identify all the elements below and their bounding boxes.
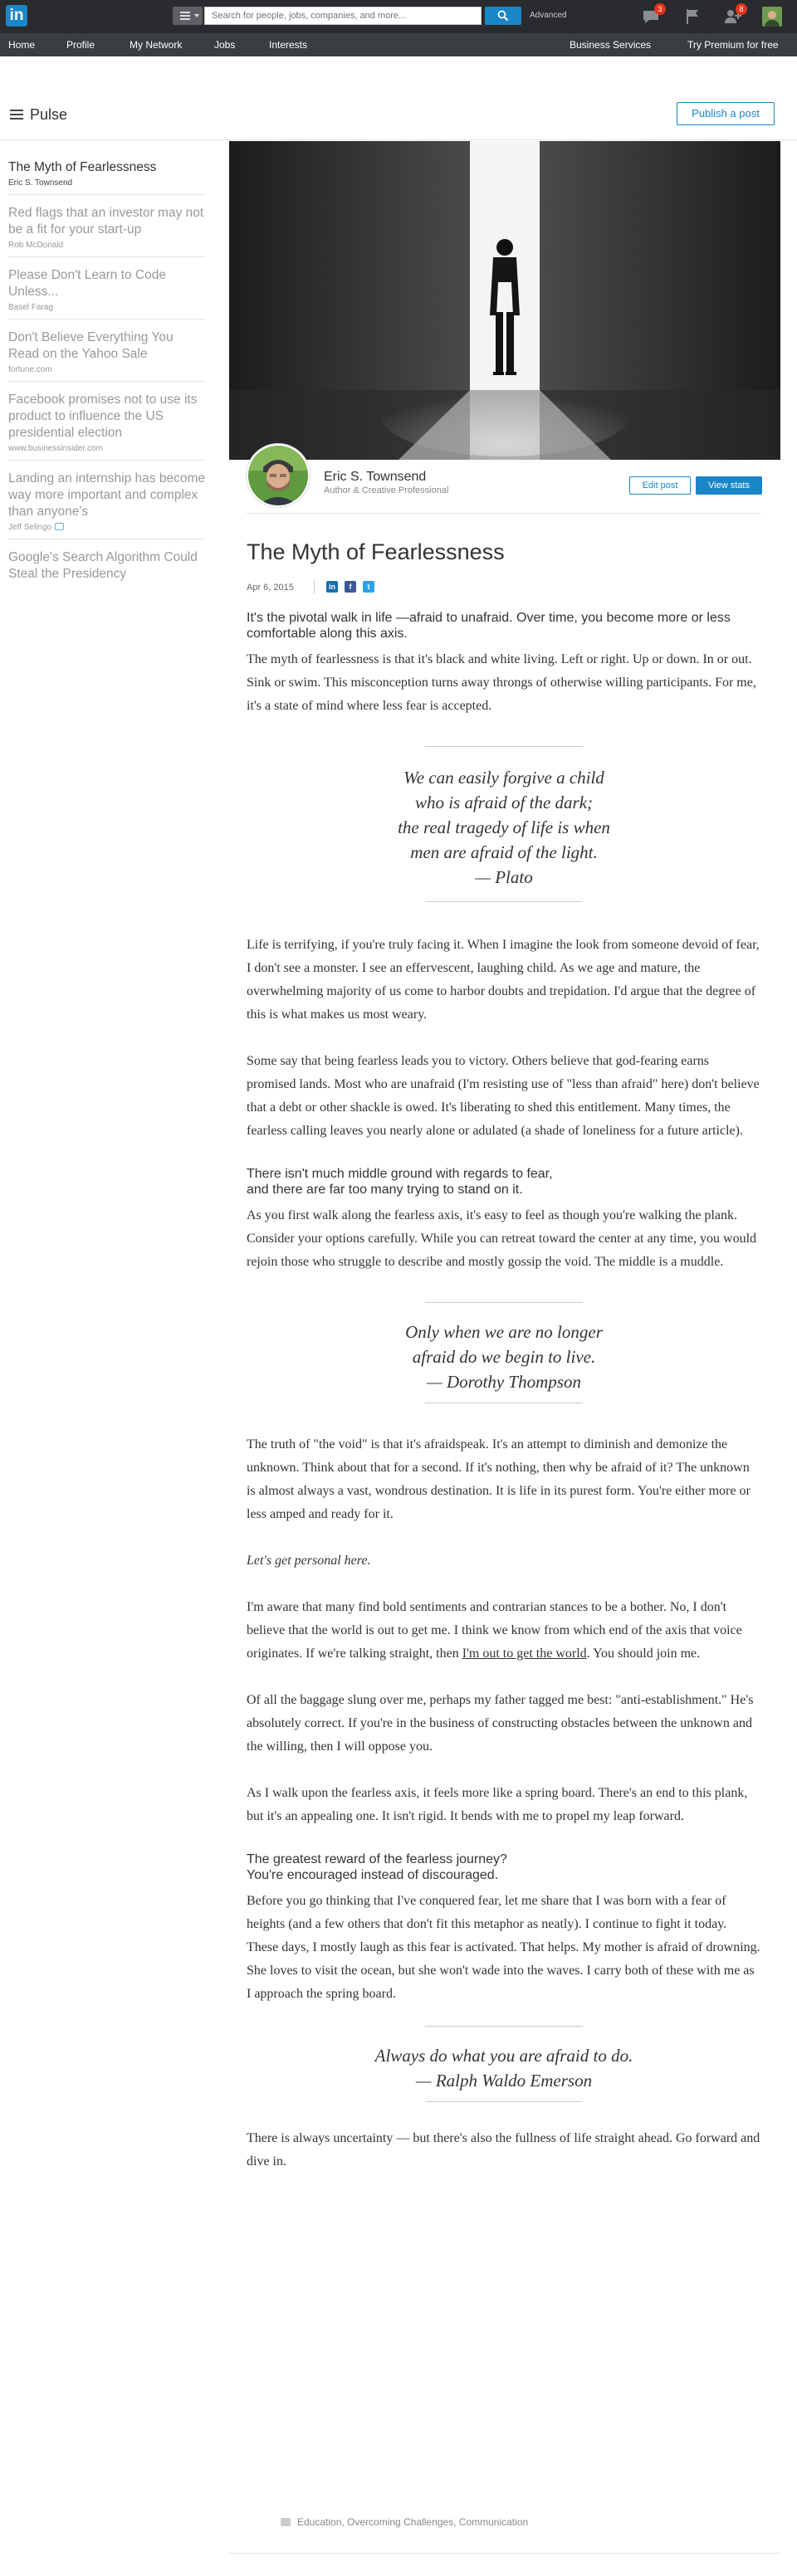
nav-interests[interactable]: Interests <box>269 39 308 51</box>
sidebar-item-learn-to-code[interactable] <box>8 257 206 320</box>
article-paragraph: As I walk upon the fearless axis, it feels more like a spring board. There's an end to this plank, but it's an appealing one. It isn't rigid. It bends with me to propel my leap forward. <box>247 1786 748 1823</box>
article-paragraph: The truth of "the void" is that it's afraidspeak. It's an attempt to diminish and demonize the unknown. Think about that for a second. If it's nothing, then why be afraid of it? The unknown is almost always a vast, wondrous destination. It is life in its purest form. You're either more or less amped and ready for it. <box>247 1437 751 1521</box>
subheading-line: and there are far too many trying to stand on it. <box>247 1183 523 1197</box>
sidebar-item-internship[interactable] <box>8 461 206 539</box>
sidebar-item-title: Don't Believe Everything You Read on the Yahoo Sale <box>8 330 174 361</box>
sidebar-item-author: Rob McDonald <box>8 241 64 250</box>
tag-icon <box>281 2518 291 2526</box>
twitter-share-icon[interactable]: t <box>363 581 374 593</box>
sidebar-item-yahoo-sale[interactable] <box>8 320 206 382</box>
publish-date: Apr 6, 2015 <box>247 583 294 593</box>
notifications-badge: 8 <box>736 3 747 15</box>
messages-button[interactable] <box>641 7 661 27</box>
quote-line: We can easily forgive a child <box>403 768 604 788</box>
divider <box>247 513 761 514</box>
author-name[interactable]: Eric S. Townsend <box>324 470 427 484</box>
sidebar-item-title: Please Don't Learn to Code Unless... <box>8 268 166 299</box>
profile-avatar[interactable] <box>762 7 782 27</box>
paragraph-text: . You should join me. <box>586 1647 701 1661</box>
article-paragraph: Some say that being fearless leads you to victory. Others believe that god-fearing earns promised lands. Most who are unafraid (I'm resisting use of "less than afraid" here) don't believe that a debt or other shackle is owed. It's liberating to shed this entitlement. Many times, the fearless calling leaves you nearly alone or adulated (a shade of loneliness for a future article). <box>247 1054 760 1138</box>
nav-business-services[interactable]: Business Services <box>570 39 652 51</box>
sidebar-item-author: Basel Farag <box>8 303 53 312</box>
sidebar-item-google-search[interactable] <box>8 539 206 589</box>
sidebar-item-author: Jeff Selingo <box>8 523 52 532</box>
article-meta <box>247 580 761 597</box>
subheading-line: The greatest reward of the fearless journey? <box>247 1852 507 1866</box>
notifications-button[interactable] <box>722 7 742 27</box>
linkedin-share-icon[interactable]: in <box>326 581 338 593</box>
edit-post-button[interactable]: Edit post <box>629 476 691 495</box>
quote-line: afraid do we begin to live. <box>412 1347 596 1367</box>
quote-line: who is afraid of the dark; <box>414 793 594 812</box>
quote-attribution: — Ralph Waldo Emerson <box>415 2071 593 2091</box>
divider <box>314 580 315 593</box>
sidebar-item-author: Eric S. Townsend <box>8 178 73 188</box>
sidebar-item-title: Google's Search Algorithm Could Steal the Presidency <box>8 550 198 581</box>
sidebar-item-red-flags[interactable] <box>8 195 206 257</box>
advanced-search-link[interactable]: Advanced <box>530 11 567 20</box>
sidebar-item-title: Red flags that an investor may not be a fit for your start-up <box>8 206 204 237</box>
sidebar-item-author: www.businessinsider.com <box>8 444 103 453</box>
article <box>247 531 761 2197</box>
main-nav <box>0 33 797 56</box>
pull-quote-thompson <box>247 1302 761 1403</box>
article-paragraph: The myth of fearlessness is that it's black and white living. Left or right. Up or down. In or out. Sink or swim. This misconception turns away throngs of otherwise willing participants. For me, it's a state of mind where less fear is accepted. <box>247 652 756 713</box>
search-icon <box>497 10 509 22</box>
article-paragraph <box>247 1596 761 1666</box>
chevron-down-icon <box>194 14 199 17</box>
hamburger-menu-icon[interactable] <box>10 110 23 120</box>
nav-try-premium[interactable]: Try Premium for free <box>687 39 779 51</box>
sidebar-item-title: Landing an internship has become way more important and complex than anyone's <box>8 471 205 519</box>
sidebar-item-author: fortune.com <box>8 365 52 374</box>
messages-badge: 3 <box>654 3 666 15</box>
man-facing-light-image <box>229 141 780 460</box>
nav-my-network[interactable]: My Network <box>130 39 183 51</box>
sidebar-item-facebook-election[interactable] <box>8 382 206 461</box>
quote-line: men are afraid of the light. <box>410 842 598 862</box>
pull-quote-emerson <box>247 2026 761 2102</box>
author-photo-image <box>248 446 308 505</box>
quote-line: Always do what you are afraid to do. <box>374 2046 633 2066</box>
quote-attribution: — Dorothy Thompson <box>427 1372 581 1392</box>
author-avatar[interactable] <box>247 444 310 507</box>
search-input[interactable] <box>204 7 482 25</box>
search-category-dropdown[interactable] <box>173 7 203 25</box>
article-paragraph: Before you go thinking that I've conquered fear, let me share that I was born with a fear of heights (and a few others that don't fit this metaphor as neatly). I continue to fight it today. These days, I mostly laugh as this fear is activated. That helps. My mother is afraid of drowning. She loves to visit the ocean, but she won't wade into the waves. I carry both of these with me as I approach the spring board. <box>247 1894 760 2001</box>
article-lead: It's the pivotal walk in life —afraid to unafraid. Over time, you become more or less comfortable along this axis. <box>247 611 731 641</box>
quote-line: the real tragedy of life is when <box>398 817 610 837</box>
tag-list[interactable]: Education, Overcoming Challenges, Communication <box>297 2516 529 2528</box>
view-stats-button[interactable]: View stats <box>696 476 762 495</box>
article-title: The Myth of Fearlessness <box>247 539 505 564</box>
nav-jobs[interactable]: Jobs <box>214 39 236 51</box>
article-subheading <box>247 1852 761 1883</box>
hero-image <box>229 141 780 460</box>
nav-profile[interactable]: Profile <box>66 39 95 51</box>
article-paragraph: Of all the baggage slung over me, perhaps my father tagged me best: "anti-establishment." He's absolutely correct. If you're in the business of constructing obstacles between the unknown and the willing, then I will oppose you. <box>247 1693 754 1754</box>
paragraph-text: I'm aware that many find bold sentiments and contrarian stances to be a bother. No, I don't believe that the world is out to get me. I think we know from which end of the axis that voice originates. If we're talking straight, then <box>247 1600 742 1661</box>
pulse-header <box>0 90 797 140</box>
inline-link[interactable]: I'm out to get the world <box>462 1647 587 1661</box>
pulse-title[interactable]: Pulse <box>30 106 68 123</box>
sidebar-item-myth-of-fearlessness[interactable] <box>8 149 206 195</box>
article-tags <box>281 2516 528 2528</box>
pulse-icon <box>55 523 64 530</box>
flag-icon <box>682 7 702 27</box>
subheading-line: There isn't much middle ground with regards to fear, <box>247 1167 553 1181</box>
article-paragraph: As you first walk along the fearless axis, it's easy to feel as though you're walking the plank. Consider your options carefully. While you can retreat toward the center at any time, you would rejoin those who struggle to describe and mostly gossip the void. The middle is a muddle. <box>247 1208 757 1269</box>
divider <box>229 2553 780 2554</box>
publish-post-button[interactable]: Publish a post <box>677 102 775 125</box>
search-button[interactable] <box>485 7 521 25</box>
pulse-sidebar <box>8 149 206 589</box>
menu-icon <box>180 12 190 20</box>
subheading-line: You're encouraged instead of discouraged. <box>247 1868 499 1882</box>
quote-line: Only when we are no longer <box>405 1322 603 1342</box>
linkedin-logo[interactable]: in <box>6 5 27 27</box>
facebook-share-icon[interactable]: f <box>345 581 356 593</box>
article-paragraph: There is always uncertainty — but there's also the fullness of life straight ahead. Go forward and dive in. <box>247 2131 760 2169</box>
article-paragraph-italic: Let's get personal here. <box>247 1554 371 1568</box>
top-bar <box>0 0 797 33</box>
sidebar-item-title: The Myth of Fearlessness <box>8 160 157 174</box>
article-subheading <box>247 1166 761 1198</box>
article-paragraph: Life is terrifying, if you're truly facing it. When I imagine the look from someone devoid of fear, I don't see a monster. I see an effervescent, laughing child. As we age and mature, the overwhelming majority of us come to harbor doubts and trepidation. I'd argue that the degree of this is what makes us most weary. <box>247 938 760 1022</box>
flag-button[interactable] <box>682 7 702 27</box>
pull-quote-plato <box>247 746 761 902</box>
author-role: Author & Creative Professional <box>324 485 449 495</box>
sidebar-item-title: Facebook promises not to use its product to influence the US presidential election <box>8 393 198 440</box>
quote-attribution: — Plato <box>475 867 533 887</box>
avatar-image <box>762 7 782 27</box>
nav-home[interactable]: Home <box>8 39 36 51</box>
